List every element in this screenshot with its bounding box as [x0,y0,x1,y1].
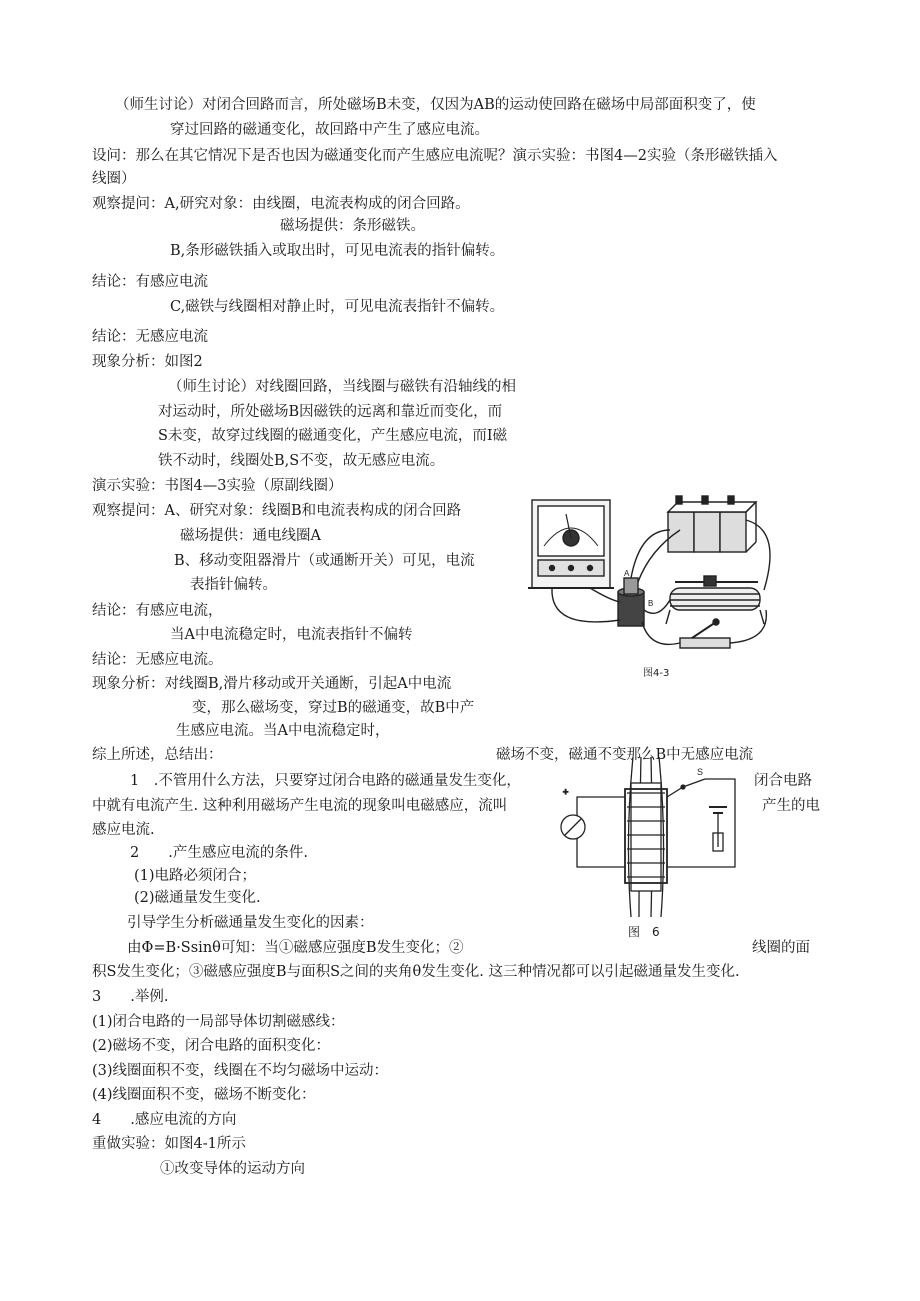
text-line: 2 .产生感应电流的条件. [130,845,308,861]
text-line: 磁场提供：条形磁铁。 [280,218,425,234]
text-line: 观察提问：A,研究对象：由线圈，电流表构成的闭合回路。 [92,196,470,212]
figure-6-caption: 图 6 [628,925,660,939]
label-coil-b: B [648,599,654,608]
text-line: 闭合电路 [754,773,812,789]
text-line: 重做实验：如图4-1所示 [92,1136,246,1152]
text-line: 线圈的面 [752,940,810,956]
text-line: ①改变导体的运动方向 [160,1161,305,1177]
text-line: (3)线圈面积不变，线圈在不均匀磁场中运动： [92,1063,389,1079]
text-line: 中就有电流产生. 这种利用磁场产生电流的现象叫电磁感应，流叫 [92,798,508,814]
text-line: (1)电路必须闭合； [134,868,257,884]
text-line: 表指针偏转。 [190,577,277,593]
text-line: 对运动时，所处磁场B因磁铁的远离和靠近而变化，而 [158,404,503,420]
text-line: C,磁铁与线圈相对静止时，可见电流表指针不偏转。 [170,299,505,315]
figure-4-3-caption: 图4-3 [643,668,670,679]
text-line: 生感应电流。当A中电流稳定时， [176,723,390,739]
text-line: 产生的电 [762,798,820,814]
text-line: 磁场提供：通电线圈A [180,528,321,544]
text-line: S未变，故穿过线圈的磁通变化，产生感应电流，而I磁 [158,428,508,444]
text-line: 设问：那么在其它情况下是否也因为磁通变化而产生感应电流呢？演示实验：书图4—2实验（条形磁铁插入 [92,148,778,164]
text-line: 由Φ=B·Ssinθ可知：当①磁感应强度B发生变化；② [127,940,464,956]
text-line: (1)闭合电路的一局部导体切割磁感线： [92,1014,345,1030]
figure-6 [555,757,745,917]
text-line: 观察提问：A、研究对象：线圈B和电流表构成的闭合回路 [92,503,462,519]
text-line: 引导学生分析磁通量发生变化的因素： [127,915,374,931]
text-line: （师生讨论）对闭合回路而言，所处磁场B未变，仅因为AB的运动使回路在磁场中局部面积变了，使 [115,97,756,113]
text-line: 现象分析：对线圈B,滑片移动或开关通断，引起A中电流 [92,676,452,692]
text-line: 演示实验：书图4—3实验（原副线圈） [92,478,343,494]
text-line: (2)磁通量发生变化. [134,890,261,906]
text-line: 当A中电流稳定时，电流表指针不偏转 [170,627,413,643]
text-line: B、移动变阻器滑片（或通断开关）可见，电流 [174,553,475,569]
svg-text:+: + [563,787,569,797]
text-line: 铁不动时，线圈处B,S不变，故无感应电流。 [158,453,445,469]
figure-4-3-drawing [520,490,790,665]
label-switch-s: S [697,767,704,777]
label-coil-a: A [624,569,630,578]
text-line: 变，那么磁场变，穿过B的磁通变，故B中产 [192,700,475,716]
text-line: 1 .不管用什么方法，只要穿过闭合电路的磁通量发生变化， [130,773,521,789]
text-line: 结论：无感应电流。 [92,652,223,668]
figure-4-3 [520,490,790,665]
text-line: 现象分析：如图2 [92,354,203,370]
text-line: 结论：无感应电流 [92,329,208,345]
text-line: 结论：有感应电流， [92,603,223,619]
text-line: (4)线圈面积不变，磁场不断变化： [92,1087,316,1103]
text-line: 4 .感应电流的方向 [92,1112,237,1128]
text-line: 穿过回路的磁通变化，故回路中产生了感应电流。 [170,122,489,138]
text-line: （师生讨论）对线圈回路，当线圈与磁铁有沿轴线的相 [168,379,516,395]
text-line: 综上所述，总结出： [92,747,223,763]
text-line: 结论：有感应电流 [92,274,208,290]
figure-6-drawing [555,757,745,917]
text-line: 线圈） [92,171,136,187]
text-line: 积S发生变化；③磁感应强度B与面积S之间的夹角θ发生变化. 这三种情况都可以引起磁通量发生变化. [92,964,740,980]
text-line: B,条形磁铁插入或取出时，可见电流表的指针偏转。 [170,243,505,259]
text-line: 3 .举例. [92,989,169,1005]
text-line: 感应电流. [92,822,155,838]
text-line: 磁场不变，磁通不变那么B中无感应电流 [496,747,754,763]
text-line: (2)磁场不变，闭合电路的面积变化： [92,1038,331,1054]
